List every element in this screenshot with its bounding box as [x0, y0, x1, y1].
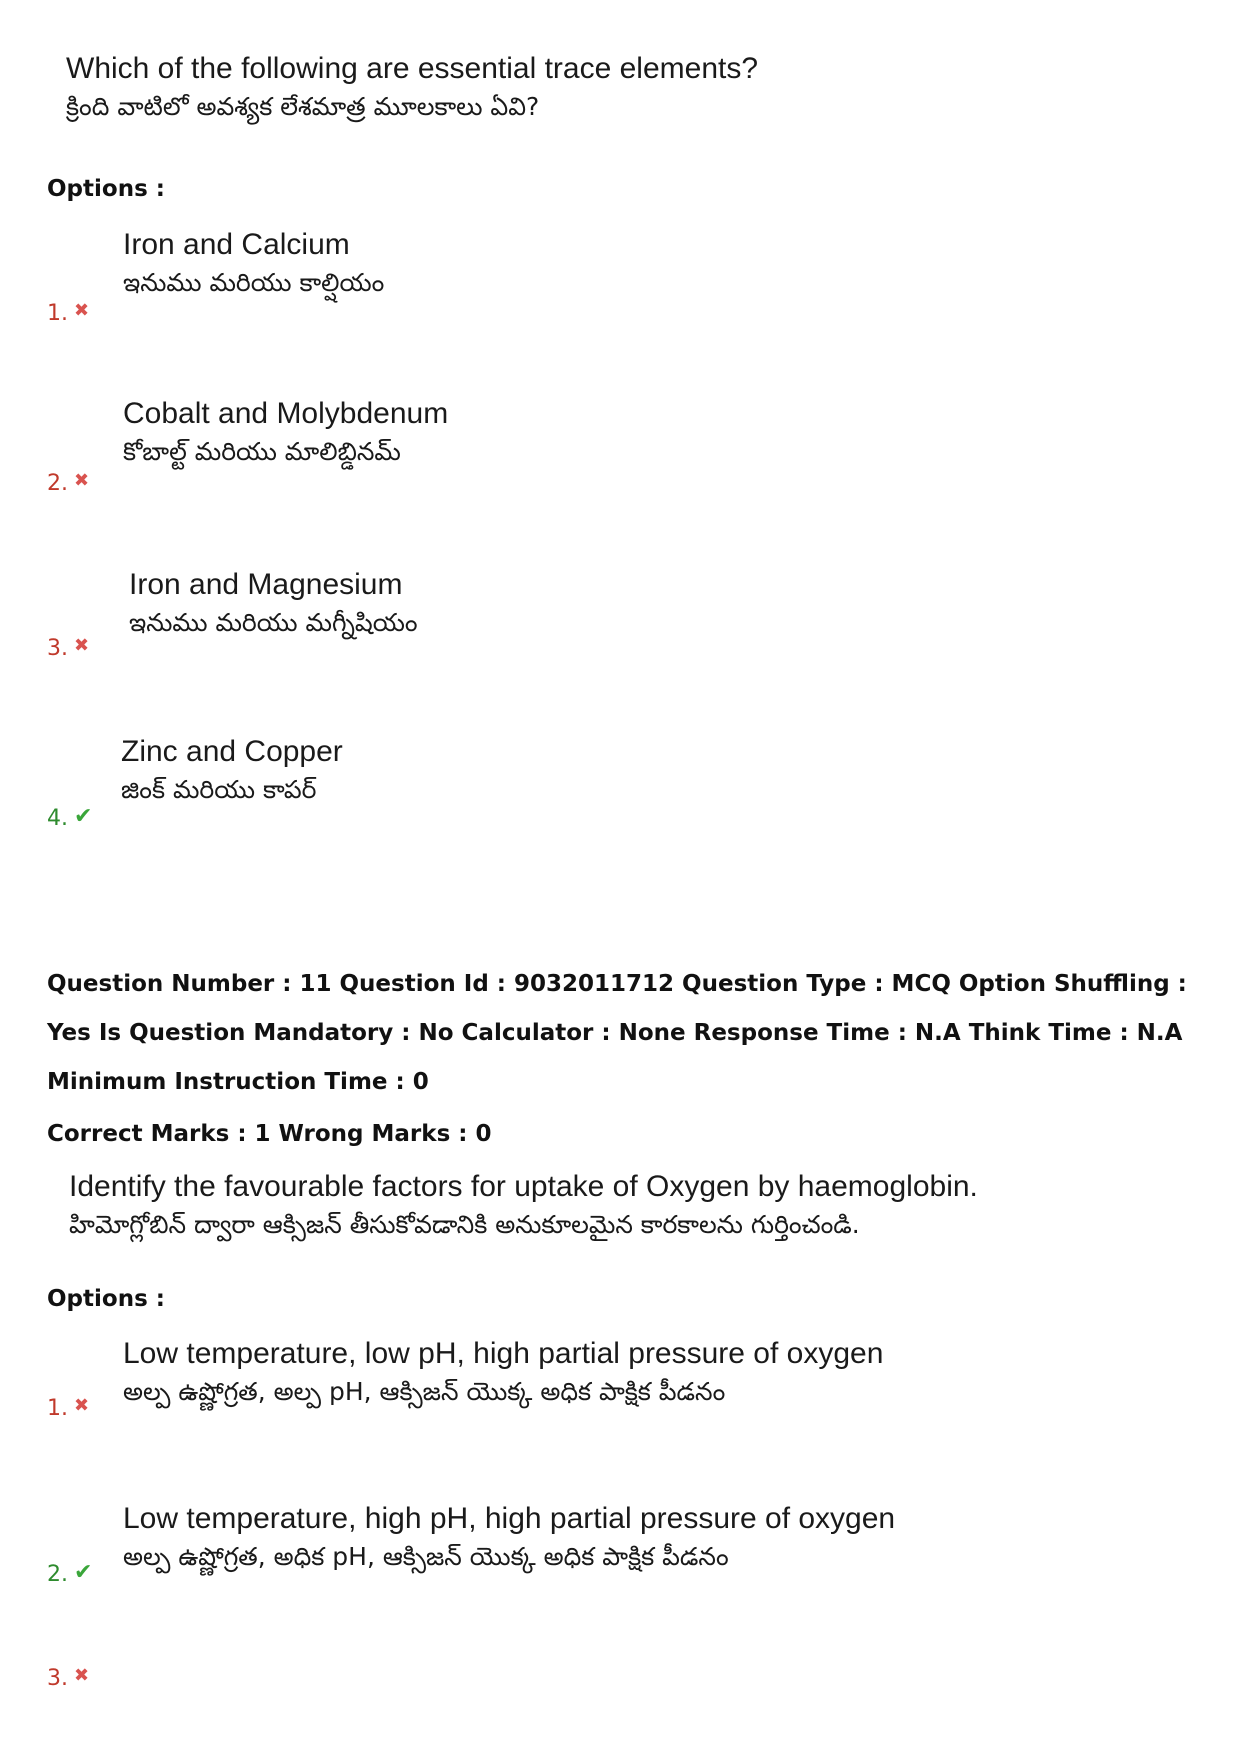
option-number-label: 4. [47, 806, 68, 831]
option-number-label: 3. [47, 1666, 68, 1691]
options-label: Options : [47, 1286, 165, 1312]
option-1-text [123, 1335, 883, 1411]
option-1-telugu: అల్ప ఉష్ణోగ్రత, అల్ప pH, ఆక్సిజన్ యొక్క అధిక పాక్షిక పీడనం [123, 1377, 726, 1406]
option-4-text [121, 733, 343, 809]
options-label: Options : [47, 176, 165, 202]
option-3-number [47, 633, 89, 662]
option-3-english: Iron and Magnesium [129, 568, 403, 601]
cross-icon: ✖ [74, 1395, 90, 1416]
option-number-label: 2. [47, 1562, 68, 1587]
option-number-label: 3. [47, 636, 68, 661]
option-3-number [47, 1663, 89, 1692]
option-3-telugu: ఇనుము మరియు మగ్నీషియం [129, 608, 418, 637]
option-2-english: Low temperature, high pH, high partial pressure of oxygen [123, 1502, 896, 1535]
cross-icon: ✖ [74, 1665, 90, 1686]
option-2-telugu: అల్ప ఉష్ణోగ్రత, అధిక pH, ఆక్సిజన్ యొక్క అధిక పాక్షిక పీడనం [123, 1542, 729, 1571]
option-2-number [47, 1560, 92, 1588]
option-number-label: 2. [47, 471, 68, 496]
option-1-english: Iron and Calcium [123, 228, 350, 261]
marks-info: Correct Marks : 1 Wrong Marks : 0 [47, 1121, 492, 1147]
option-2-telugu: కోబాల్ట్ మరియు మాలిబ్డినమ్ [123, 437, 401, 466]
question-text-telugu: హిమోగ్లోబిన్ ద్వారా ఆక్సిజన్ తీసుకోవడానికి అనుకూలమైన కారకాలను గుర్తించండి. [69, 1210, 860, 1239]
check-icon: ✔ [74, 1560, 93, 1585]
option-4-telugu: జింక్ మరియు కాపర్ [121, 775, 317, 804]
question-text-telugu: క్రింది వాటిలో అవశ్యక లేశమాత్ర మూలకాలు ఏవి? [66, 92, 540, 121]
option-1-text [123, 226, 384, 302]
option-number-label: 1. [47, 1396, 68, 1421]
question-meta: Question Number : 11 Question Id : 9032011712 Question Type : MCQ Option Shuffling : Yes Is Question Mandatory : No Calculator : None Response Time : N.A Think Time : N.A Minimum Instruction Time : 0 [47, 971, 1187, 1095]
option-4-english: Zinc and Copper [121, 735, 343, 768]
option-2-text [123, 395, 448, 471]
option-2-english: Cobalt and Molybdenum [123, 397, 449, 430]
option-4-number [47, 804, 92, 832]
option-number-label: 1. [47, 301, 68, 326]
option-1-number [47, 298, 89, 327]
cross-icon: ✖ [74, 635, 90, 656]
check-icon: ✔ [74, 804, 93, 829]
question-text-english: Identify the favourable factors for uptake of Oxygen by haemoglobin. [69, 1170, 978, 1203]
question-text [66, 50, 758, 126]
question-text [69, 1168, 978, 1244]
option-1-number [47, 1393, 89, 1422]
option-1-english: Low temperature, low pH, high partial pressure of oxygen [123, 1337, 884, 1370]
option-2-number [47, 468, 89, 497]
question-text-english: Which of the following are essential trace elements? [66, 52, 759, 85]
option-1-telugu: ఇనుము మరియు కాల్షియం [123, 268, 385, 297]
cross-icon: ✖ [74, 300, 90, 321]
option-3-text [129, 566, 418, 642]
cross-icon: ✖ [74, 470, 90, 491]
option-2-text [123, 1500, 895, 1576]
